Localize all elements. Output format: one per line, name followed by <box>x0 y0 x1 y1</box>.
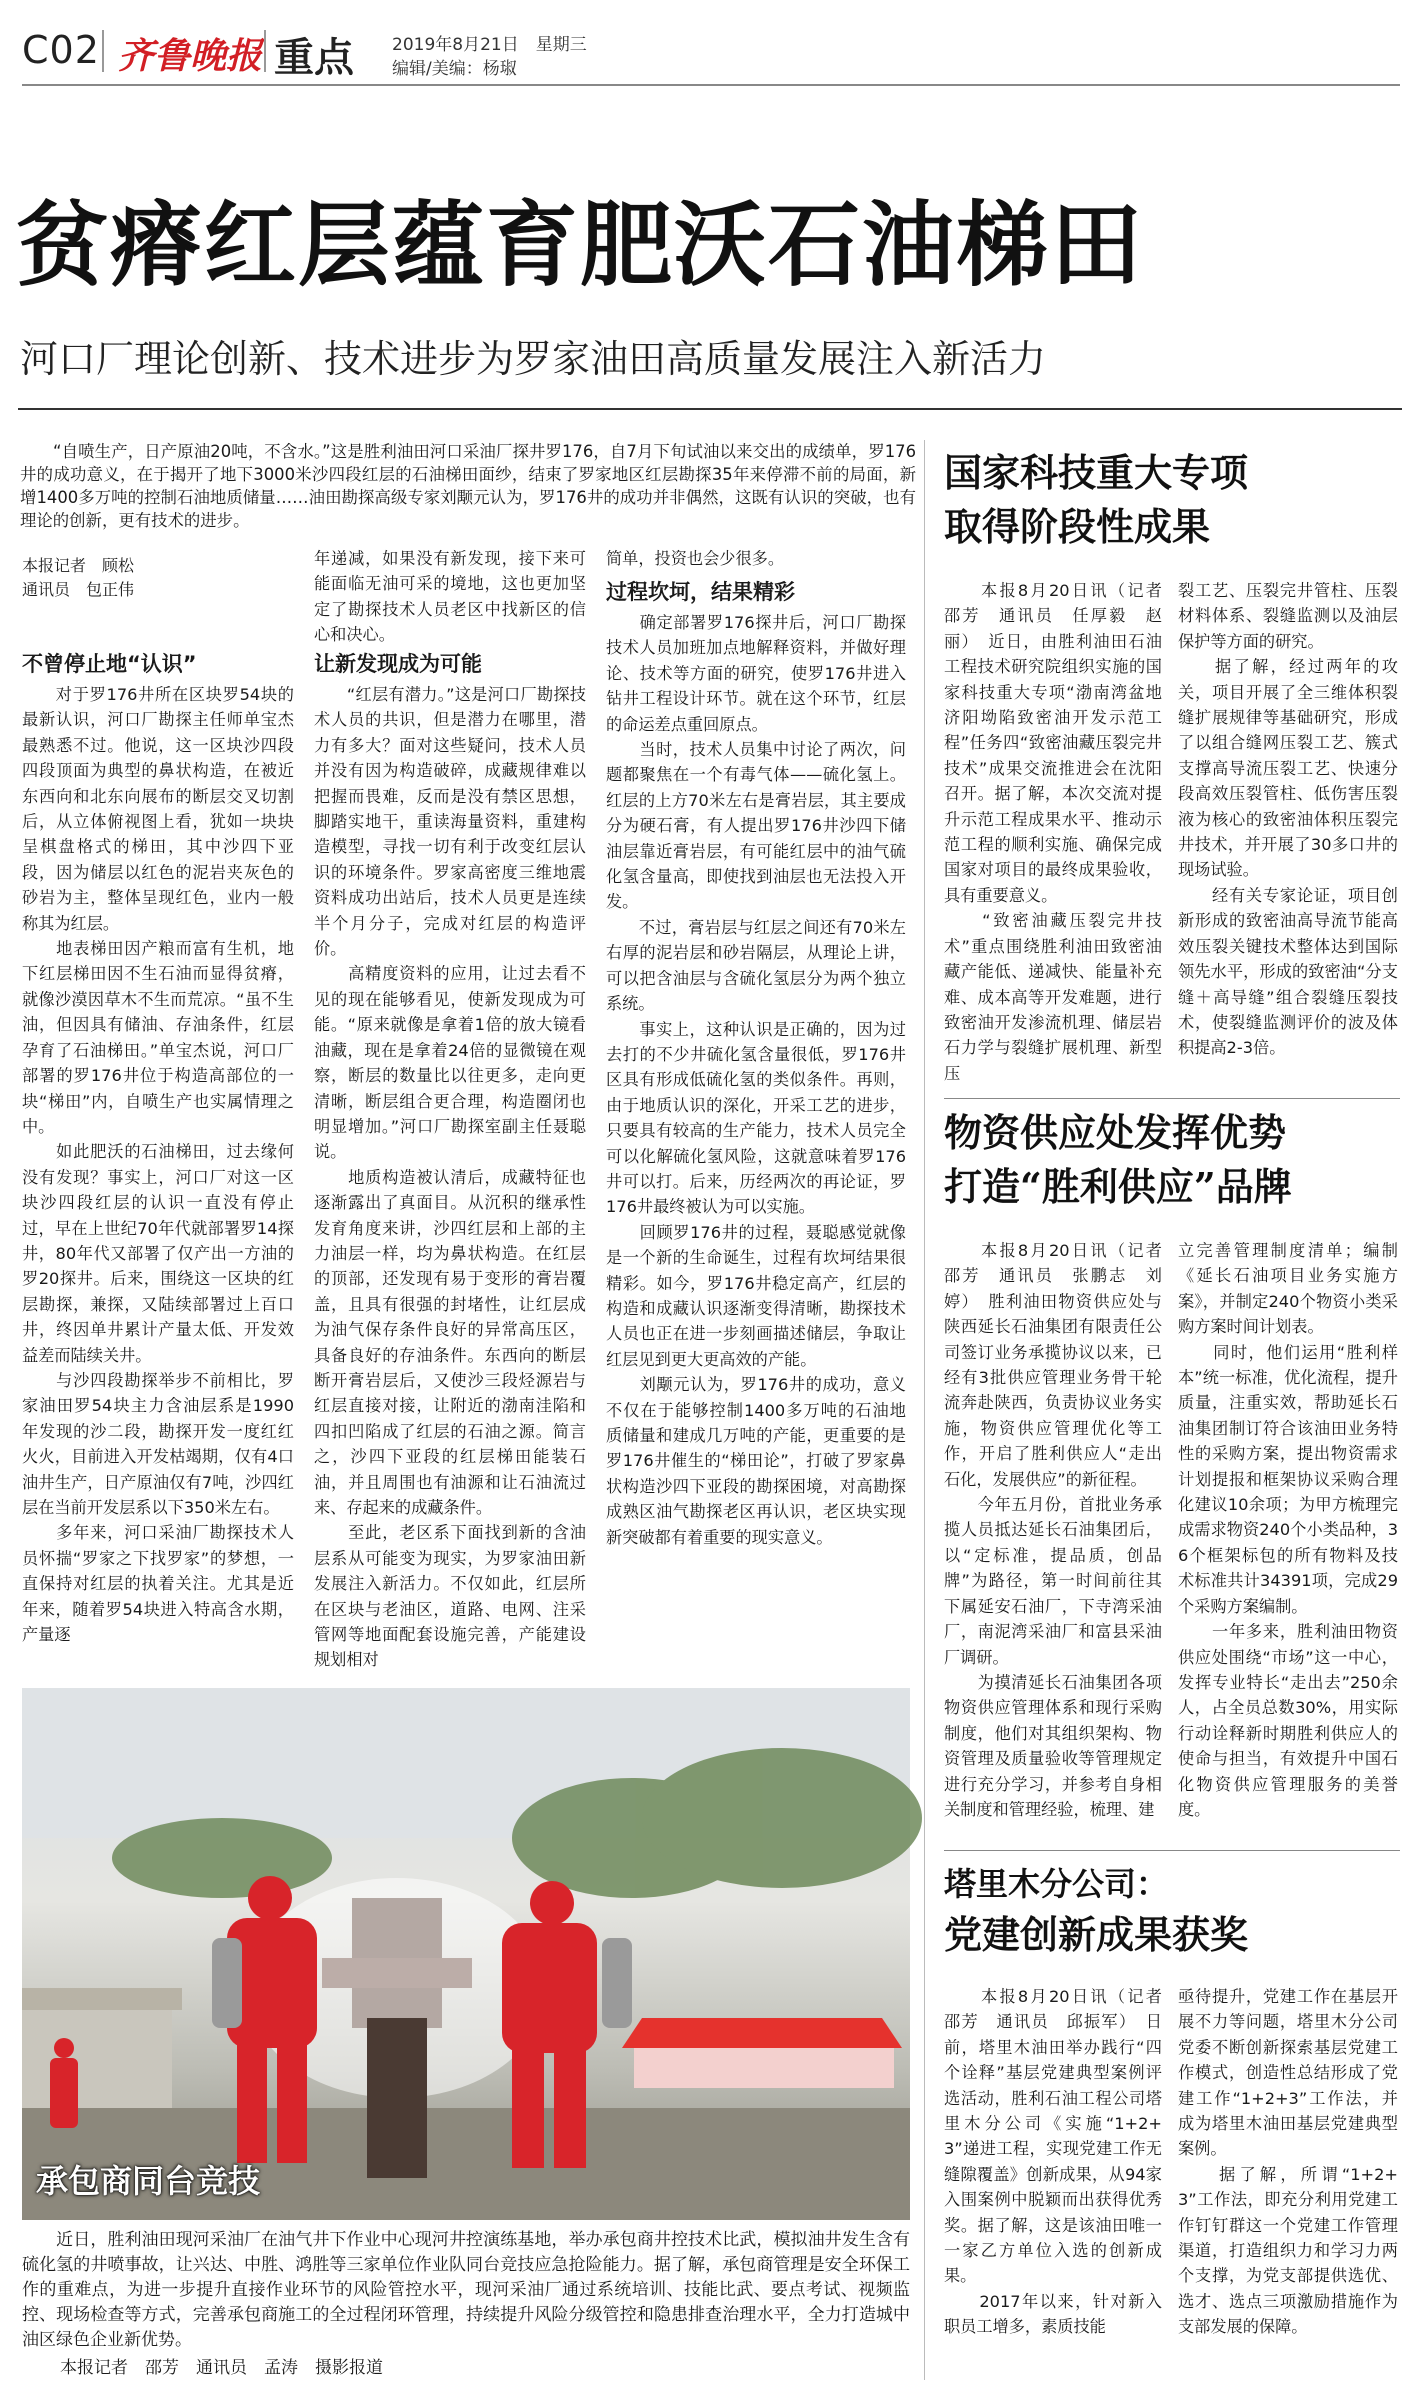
issue-date: 2019年8月21日 星期三 <box>392 35 587 55</box>
header-rule <box>22 84 1400 86</box>
subheading-1: 不曾停止地“认识” <box>22 652 197 676</box>
news2-col-2: 立完善管理制度清单；编制《延长石油项目业务实施方案》，并制定240个物资小类采购方案时间计划表。 同时，他们运用“胜利样本”统一标准，优化流程，提升质量，注重实效，帮助延长石油集团制订符合该油田业务特性的采购方案，提出物资需求计划提报和框架协议采购合理化建议10余项；为甲方梳理完成需求物资240个小类品种，36个框架标包的所有物料及技术标准共计34391项，完成29个采购方案编制。 一年多来，胜利油田物资供应处围绕“市场”这一中心，发挥专业特长“走出去”250余人，占全员总数30%，用实际行动诠释新时期胜利供应人的使命与担当，有效提升中国石化物资供应管理服务的美誉度。 <box>1178 1241 1398 1819</box>
tent <box>622 2018 902 2048</box>
news1-title-line2: 取得阶段性成果 <box>944 504 1211 549</box>
photo-credit: 本报记者 邵芳 通讯员 孟涛 摄影报道 <box>60 2358 383 2378</box>
news3-title-line1: 塔里木分公司： <box>944 1865 1169 1903</box>
main-col-3: 确定部署罗176探井后，河口厂勘探技术人员加班加点地解释资料，并做好理论、技术等方面的研究，使罗176井进入钻井工程设计环节。就在这个环节，红层的命运差点重回原点。 当时，技术人员集中讨论了两次，问题都聚焦在一个有毒气体——硫化氢上。红层的上方70米左右是膏岩层，其主要成分为硬石膏，有人提出罗176井沙四下储油层靠近膏岩层，有可能红层中的油气硫化氢含量高，即使找到油层也无法投入开发。 不过，膏岩层与红层之间还有70米左右厚的泥岩层和砂岩隔层，从理论上讲，可以把含油层与含硫化氢层分为两个独立系统。 事实上，这种认识是正确的，因为过去打的不少井硫化氢含量很低，罗176井区具有形成低硫化氢的类似条件。再则，由于地质认识的深化，开采工艺的进步，只要具有较高的生产能力，技术人员完全可以化解硫化氢风险，这就意味着罗176井可以打。后来，历经两次的再论证，罗176井最终被认为可以实施。 回顾罗176井的过程，聂聪感觉就像是一个新的生命诞生，过程有坎坷结果很精彩。如今，罗176井稳定高产，红层的构造和成藏认识逐渐变得清晰，勘探技术人员也正在进一步刻画描述储层，争取让红层见到更大更高效的产能。 刘颙元认为，罗176井的成功，意义不仅在于能够控制1400多万吨的石油地质储量和建成几万吨的产能，更重要的是罗176井催生的“梯田论”，打破了罗家鼻状构造沙四下亚段的勘探困境，对高勘探成熟区油气勘探老区再认识，老区块实现新突破都有着重要的现实意义。 <box>606 613 906 1547</box>
photo-overlay-title: 承包商同台竞技 <box>36 2162 261 2200</box>
reporter-line-2: 通讯员 包正伟 <box>22 580 135 599</box>
news3-col-2: 亟待提升，党建工作在基层开展不力等问题，塔里木分公司党委不断创新探索基层党建工作模式，创造性总结形成了党建工作“1+2+3”工作法，并成为塔里木油田基层党建典型案例。 据了解，所谓“1+2+3”工作法，即充分利用党建工作钉钉群这一个党建工作管理渠道，打造组织力和学习力两个支撑，为党支部提供选优、选才、选点三项激励措施作为支部发展的保障。 <box>1178 1987 1398 2337</box>
page-code: C02 <box>22 28 100 72</box>
section-name: 重点 <box>274 35 354 81</box>
news-photo-image <box>22 1688 910 2220</box>
main-col-2-top: 年递减，如果没有新发现，接下来可能面临无油可采的境地，这也更加坚定了勘探技术人员老区中找新区的信心和决心。 <box>314 549 586 645</box>
editor-credit: 编辑/美编：杨琡 <box>392 59 517 79</box>
subheading-3: 过程坎坷，结果精彩 <box>606 580 795 604</box>
news-photo <box>22 1688 910 2220</box>
header-divider-2 <box>264 30 266 72</box>
main-col-2: “红层有潜力。”这是河口厂勘探技术人员的共识，但是潜力在哪里，潜力有多大？面对这些疑问，技术人员并没有因为构造破碎，成藏规律难以把握而畏难，反而是没有禁区思想，脚踏实地干，重读海量资料，重建构造模型，寻找一切有利于改变红层认识的环境条件。罗家高密度三维地震资料成功出站后，技术人员更是连续半个月分子，完成对红层的构造评价。 高精度资料的应用，让过去看不见的现在能够看见，使新发现成为可能。“原来就像是拿着1倍的放大镜看油藏，现在是拿着24倍的显微镜在观察，断层的数量比以往更多，走向更清晰，断层组合更合理，构造圈闭也明显增加。”河口厂勘探室副主任聂聪说。 地质构造被认清后，成藏特征也逐渐露出了真面目。从沉积的继承性发育角度来讲，沙四红层和上部的主力油层一样，均为鼻状构造。在红层的顶部，还发现有易于变形的膏岩覆盖，且具有很强的封堵性，让红层成为油气保存条件良好的异常高压区，具备良好的存油条件。东西向的断层断开膏岩层后，又使沙三段烃源岩与红层直接对接，让附近的渤南洼陷和四扣凹陷成了红层的石油之源。简言之，沙四下亚段的红层梯田能装石油，并且周围也有油源和让石油流过来、存起来的成藏条件。 至此，老区系下面找到新的含油层系从可能变为现实，为罗家油田新发展注入新活力。不仅如此，红层所在区块与老油区，道路、电网、注采管网等地面配套设施完善，产能建设规划相对 <box>314 685 586 1670</box>
news2-title-line2: 打造“胜利供应”品牌 <box>944 1164 1292 1209</box>
news3-title-line2: 党建创新成果获奖 <box>944 1912 1249 1957</box>
subheading-2: 让新发现成为可能 <box>314 652 482 676</box>
newspaper-logo: 齐鲁晚报 <box>118 35 263 77</box>
header-divider <box>102 30 104 72</box>
news2-col-1: 本报8月20日讯（记者 邵芳 通讯员 张鹏志 刘婷） 胜利油田物资供应处与陕西延长石油集团有限责任公司签订业务承揽协议以来，已经有3批供应管理业务骨干轮流奔赴陕西，负责协议业务实施，物资供应管理优化等工作，开启了胜利供应人“走出石化，发展供应”的新征程。 今年五月份，首批业务承揽人员抵达延长石油集团后，以“定标准，提品质，创品牌”为路径，第一时间前往其下属延安石油厂，下寺湾采油厂，南泥湾采油厂和富县采油厂调研。 为摸清延长石油集团各项物资供应管理体系和现行采购制度，他们对其组织架构、物资管理及质量验收等管理规定进行充分学习，并参考自身相关制度和管理经验，梳理、建 <box>944 1241 1162 1819</box>
news1-title-line1: 国家科技重大专项 <box>944 450 1249 495</box>
column-divider <box>924 440 925 2380</box>
main-col-1: 对于罗176井所在区块罗54块的最新认识，河口厂勘探主任师单宝杰最熟悉不过。他说，这一区块沙四段四段顶面为典型的鼻状构造，在被近东西向和北东向展布的断层交叉切割后，从立体俯视图上看，犹如一块块呈棋盘格式的梯田，其中沙四下亚段，因为储层以红色的泥岩夹灰色的砂岩为主，整体呈现红色，业内一般称其为红层。 地表梯田因产粮而富有生机，地下红层梯田因不生石油而显得贫瘠，就像沙漠因草木不生而荒凉。“虽不生油，但因具有储油、存油条件，红层孕育了石油梯田。”单宝杰说，河口厂部署的罗176井位于构造高部位的一块“梯田”内，自喷生产也实属情理之中。 如此肥沃的石油梯田，过去缘何没有发现？事实上，河口厂对这一区块沙四段红层的认识一直没有停止过，早在上世纪70年代就部署罗14探井，80年代又部署了仅产出一方油的罗20探井。后来，围绕这一区块的红层勘探，兼探，又陆续部署过上百口井，终因单井累计产量太低、开发效益差而陆续关井。 与沙四段勘探举步不前相比，罗家油田罗54块主力含油层系是1990年发现的沙二段，勘探开发一度红红火火，目前进入开发枯竭期，仅有4口油井生产，日产原油仅有7吨，沙四红层在当前开发层系以下350米左右。 多年来，河口采油厂勘探技术人员怀揣“罗家之下找罗家”的梦想，一直保持对红层的执着关注。尤其是近年来，随着罗54块进入特高含水期，产量逐 <box>22 685 294 1645</box>
headline-title: 贫瘠红层蕴育肥沃石油梯田 <box>16 191 1145 299</box>
news1-rule <box>944 1098 1400 1099</box>
news2-rule <box>944 1850 1400 1851</box>
headline-subtitle: 河口厂理论创新、技术进步为罗家油田高质量发展注入新活力 <box>20 337 1047 381</box>
reporter-line-1: 本报记者 顾松 <box>22 556 135 575</box>
lead-paragraph: “自喷生产，日产原油20吨，不含水。”这是胜利油田河口采油厂探井罗176，自7月下旬试油以来交出的成绩单，罗176井的成功意义，在于揭开了地下3000米沙四段红层的石油梯田面纱，结束了罗家地区红层勘探35年来停滞不前的局面，新增1400多万吨的控制石油地质储量……油田勘探高级专家刘颙元认为，罗176井的成功并非偶然，这既有认识的突破，也有理论的创新，更有技术的进步。 <box>20 442 916 530</box>
news3-col-1: 本报8月20日讯（记者 邵芳 通讯员 邱振军） 日前，塔里木油田举办践行“四个诠释”基层党建典型案例评选活动，胜利石油工程公司塔里木分公司《实施“1+2+3”递进工程，实现党建工作无缝隙覆盖》创新成果，从94家入围案例中脱颖而出获得优秀奖。据了解，这是该油田唯一一家乙方单位入选的创新成果。 2017年以来，针对新入职员工增多，素质技能 <box>944 1987 1162 2337</box>
news2-title-line1: 物资供应处发挥优势 <box>944 1110 1287 1155</box>
news1-col-1: 本报8月20日讯（记者 邵芳 通讯员 任厚毅 赵丽） 近日，由胜利油田石油工程技术研究院组织实施的国家科技重大专项“渤南湾盆地济阳坳陷致密油开发示范工程”任务四“致密油藏压裂完井技术”成果交流推进会在沈阳召开。据了解，本次交流对提升示范工程成果水平、推动示范工程的顺利实施、确保完成国家对项目的最终成果验收，具有重要意义。 “致密油藏压裂完井技术”重点围绕胜利油田致密油藏产能低、递减快、能量补充难、成本高等开发难题，进行致密油开发渗流机理、储层岩石力学与裂缝扩展机理、新型压 <box>944 581 1162 1083</box>
headline-rule <box>18 408 1402 410</box>
photo-caption: 近日，胜利油田现河采油厂在油气井下作业中心现河井控演练基地，举办承包商井控技术比武，模拟油井发生含有硫化氢的井喷事故，让兴达、中胜、鸿胜等三家单位作业队同台竞技应急抢险能力。据了解，承包商管理是安全环保工作的重难点，为进一步提升直接作业环节的风险管控水平，现河采油厂通过系统培训、技能比武、要点考试、视频监控、现场检查等方式，完善承包商施工的全过程闭环管理，持续提升风险分级管控和隐患排查治理水平，全力打造城中油区绿色企业新优势。 <box>22 2230 910 2350</box>
news1-col-2: 裂工艺、压裂完井管柱、压裂材料体系、裂缝监测以及油层保护等方面的研究。 据了解，经过两年的攻关，项目开展了全三维体积裂缝扩展规律等基础研究，形成了以组合缝网压裂工艺、簇式支撑高导流压裂工艺、快速分段高效压裂管柱、低伤害压裂液为核心的致密油体积压裂完井技术，并开展了30多口井的现场试验。 经有关专家论证，项目创新形成的致密油高导流节能高效压裂关键技术整体达到国际领先水平，形成的致密油“分支缝＋高导缝”组合裂缝压裂技术，使裂缝监测评价的波及体积提高2-3倍。 <box>1178 581 1398 1058</box>
main-col-3-top: 简单，投资也会少很多。 <box>606 549 785 568</box>
